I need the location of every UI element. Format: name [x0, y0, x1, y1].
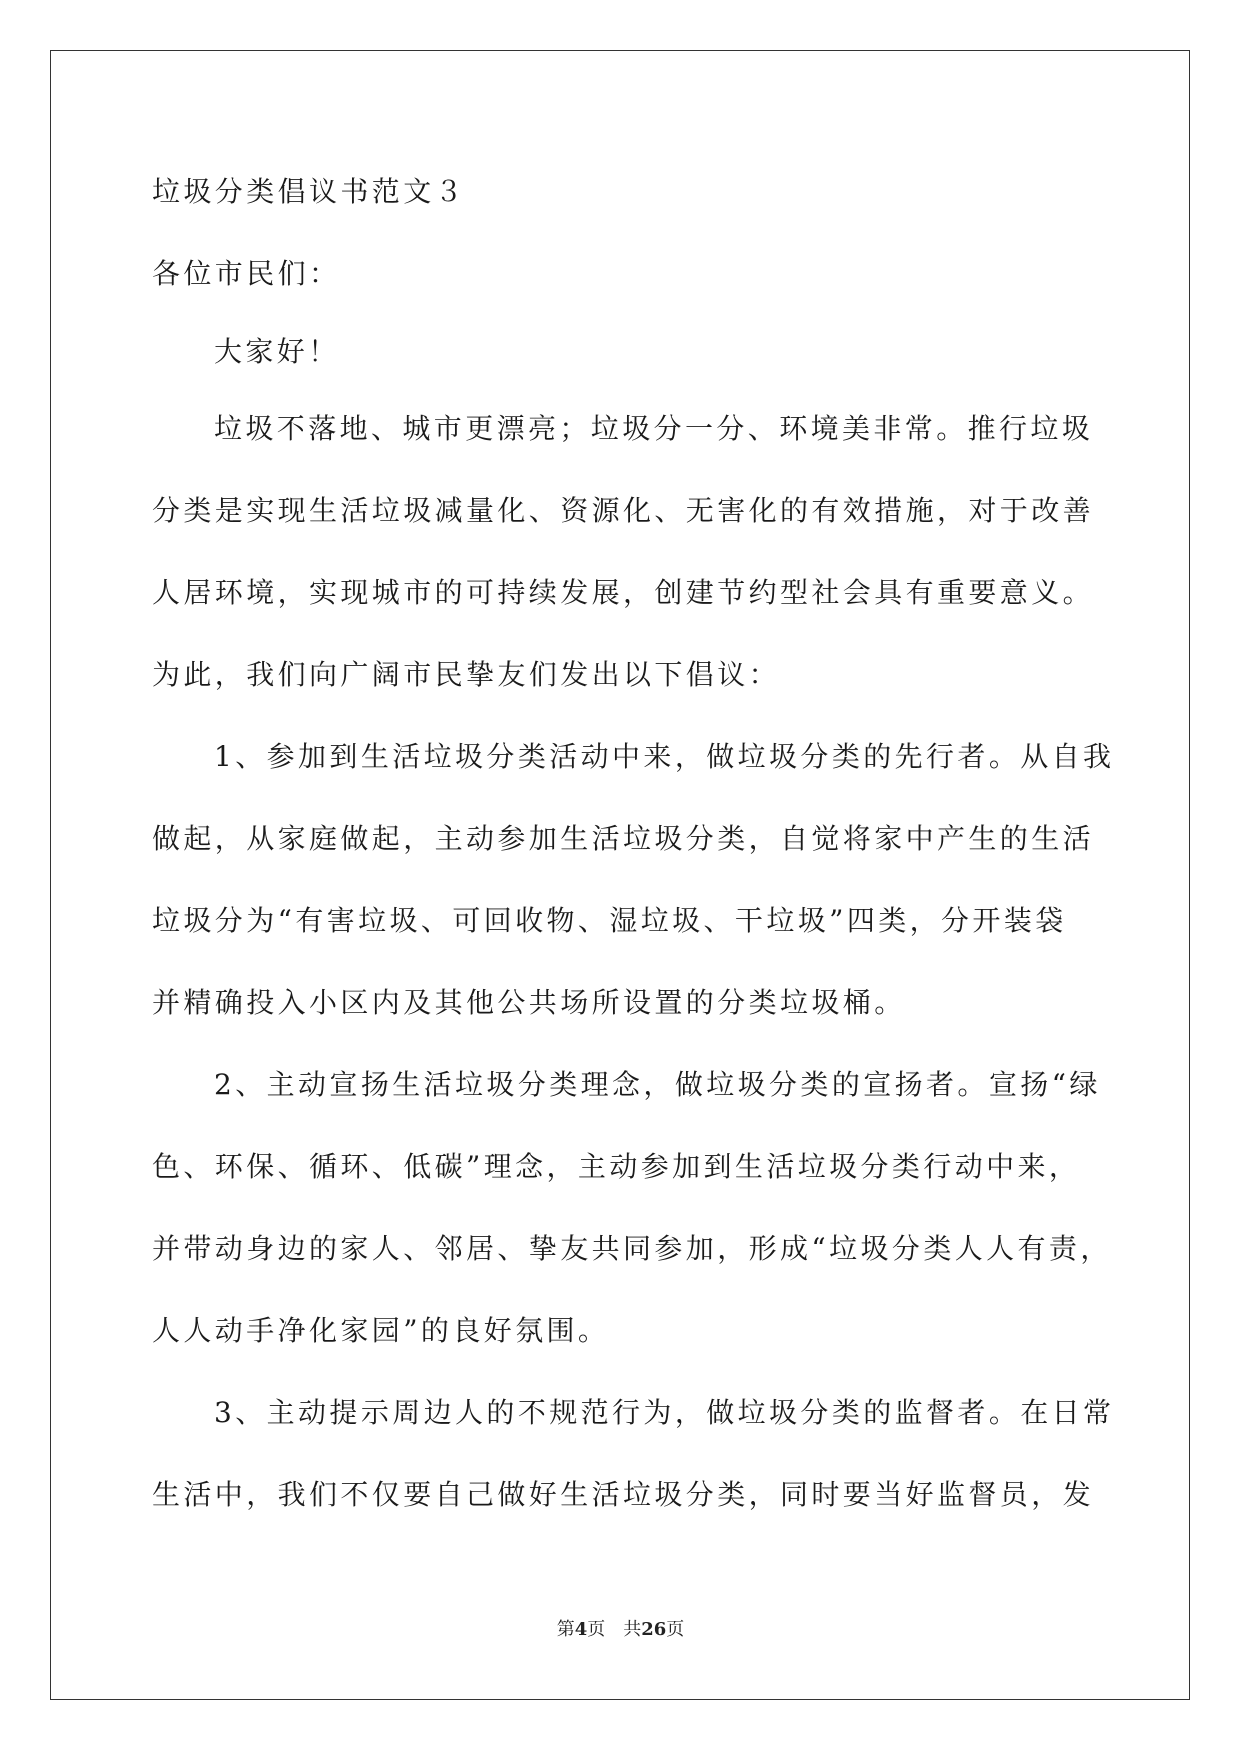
- paragraph-line: 2、主动宣扬生活垃圾分类理念，做垃圾分类的宣扬者。宣扬“绿: [214, 1068, 1101, 1101]
- paragraph-line: 分类是实现生活垃圾减量化、资源化、无害化的有效措施，对于改善: [152, 494, 1095, 527]
- paragraph-line: 人人动手净化家园”的良好氛围。: [152, 1314, 610, 1347]
- paragraph-line: 垃圾不落地、城市更漂亮；垃圾分一分、环境美非常。推行垃圾: [214, 412, 1094, 445]
- document-body: [152, 162, 1115, 1536]
- footer-prefix: 第: [556, 1619, 575, 1640]
- paragraph-line: 生活中，我们不仅要自己做好生活垃圾分类，同时要当好监督员，发: [152, 1478, 1095, 1511]
- paragraph-line: 人居环境，实现城市的可持续发展，创建节约型社会具有重要意义。: [152, 576, 1095, 609]
- paragraph-line: 垃圾分为“有害垃圾、可回收物、湿垃圾、干垃圾”四类，分开装袋: [152, 904, 1067, 937]
- paragraph-line: 并精确投入小区内及其他公共场所设置的分类垃圾桶。: [152, 986, 906, 1019]
- page-footer: [0, 1618, 1241, 1642]
- footer-total-pages: 26: [641, 1619, 667, 1640]
- document-title: 垃圾分类倡议书范文３: [152, 175, 467, 208]
- footer-suffix: 页: [666, 1619, 685, 1640]
- footer-mid: 页 共: [587, 1619, 642, 1640]
- paragraph-line: 做起，从家庭做起，主动参加生活垃圾分类，自觉将家中产生的生活: [152, 822, 1095, 855]
- greeting: 大家好！: [214, 335, 340, 368]
- paragraph-line: 并带动身边的家人、邻居、挚友共同参加，形成“垃圾分类人人有责，: [152, 1232, 1112, 1265]
- paragraph-line: 3、主动提示周边人的不规范行为，做垃圾分类的监督者。在日常: [214, 1396, 1115, 1429]
- paragraph-line: 色、环保、循环、低碳”理念，主动参加到生活垃圾分类行动中来，: [152, 1150, 1081, 1183]
- footer-page-number: 4: [574, 1619, 588, 1640]
- salutation: 各位市民们：: [152, 257, 341, 290]
- paragraph-line: 1、参加到生活垃圾分类活动中来，做垃圾分类的先行者。从自我: [214, 740, 1115, 773]
- paragraph-line: 为此，我们向广阔市民挚友们发出以下倡议：: [152, 658, 781, 691]
